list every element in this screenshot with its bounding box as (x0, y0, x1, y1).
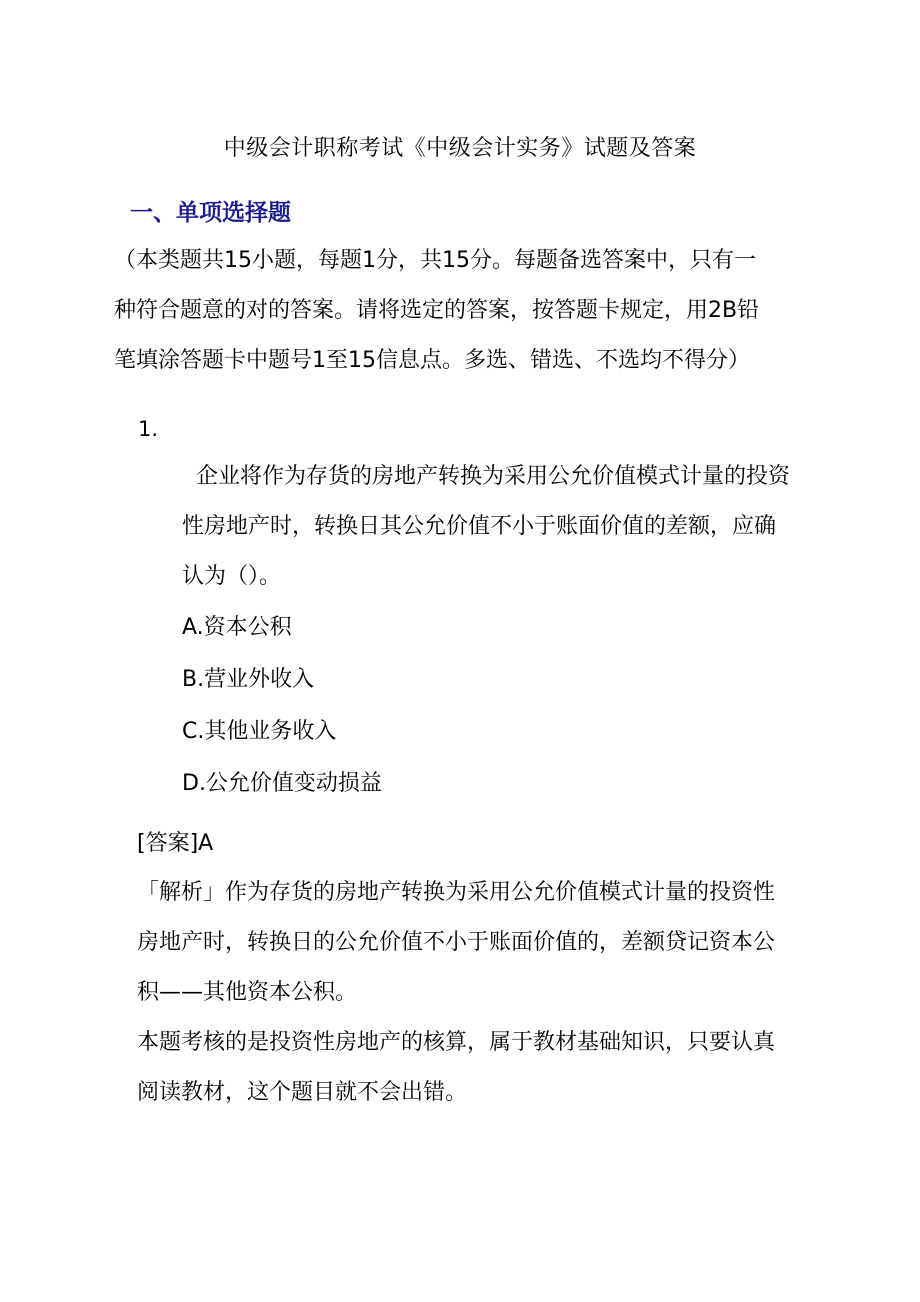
option-list (182, 602, 920, 810)
option-d: D.公允价值变动损益 (182, 771, 382, 796)
analysis-line: 房地产时，转换日的公允价值不小于账面价值的，差额贷记资本公 (137, 930, 776, 955)
intro-line: 种符合题意的对的答案。请将选定的答案，按答题卡规定，用2B铅 (114, 298, 760, 323)
question-number: 1. (138, 417, 159, 441)
note-paragraph (137, 1018, 920, 1118)
question-stem (182, 452, 920, 602)
option-c: C.其他业务收入 (182, 719, 337, 744)
section-heading: 一、单项选择题 (130, 200, 291, 226)
intro-line: 笔填涂答题卡中题号1至15信息点。多选、错选、不选均不得分） (114, 348, 750, 373)
analysis-line: 积——其他资本公积。 (137, 980, 358, 1005)
analysis-line: 「解析」作为存货的房地产转换为采用公允价值模式计量的投资性 (137, 880, 776, 905)
note-line: 阅读教材，这个题目就不会出错。 (137, 1080, 468, 1105)
page-title: 中级会计职称考试《中级会计实务》试题及答案 (223, 136, 697, 161)
intro-paragraph (114, 236, 920, 386)
intro-line: （本类题共15小题，每题1分，共15分。每题备选答案中，只有一 (114, 248, 756, 273)
option-b: B.营业外收入 (182, 667, 315, 692)
note-line: 本题考核的是投资性房地产的核算，属于教材基础知识，只要认真 (137, 1030, 776, 1055)
answer-label: [答案]A (137, 831, 214, 856)
question-stem-line: 性房地产时，转换日其公允价值不小于账面价值的差额，应确 (182, 514, 777, 539)
analysis-paragraph (137, 868, 920, 1018)
option-a: A.资本公积 (182, 615, 292, 640)
question-stem-line: 企业将作为存货的房地产转换为采用公允价值模式计量的投资 (196, 464, 791, 489)
question-stem-line: 认为（）。 (182, 564, 282, 589)
